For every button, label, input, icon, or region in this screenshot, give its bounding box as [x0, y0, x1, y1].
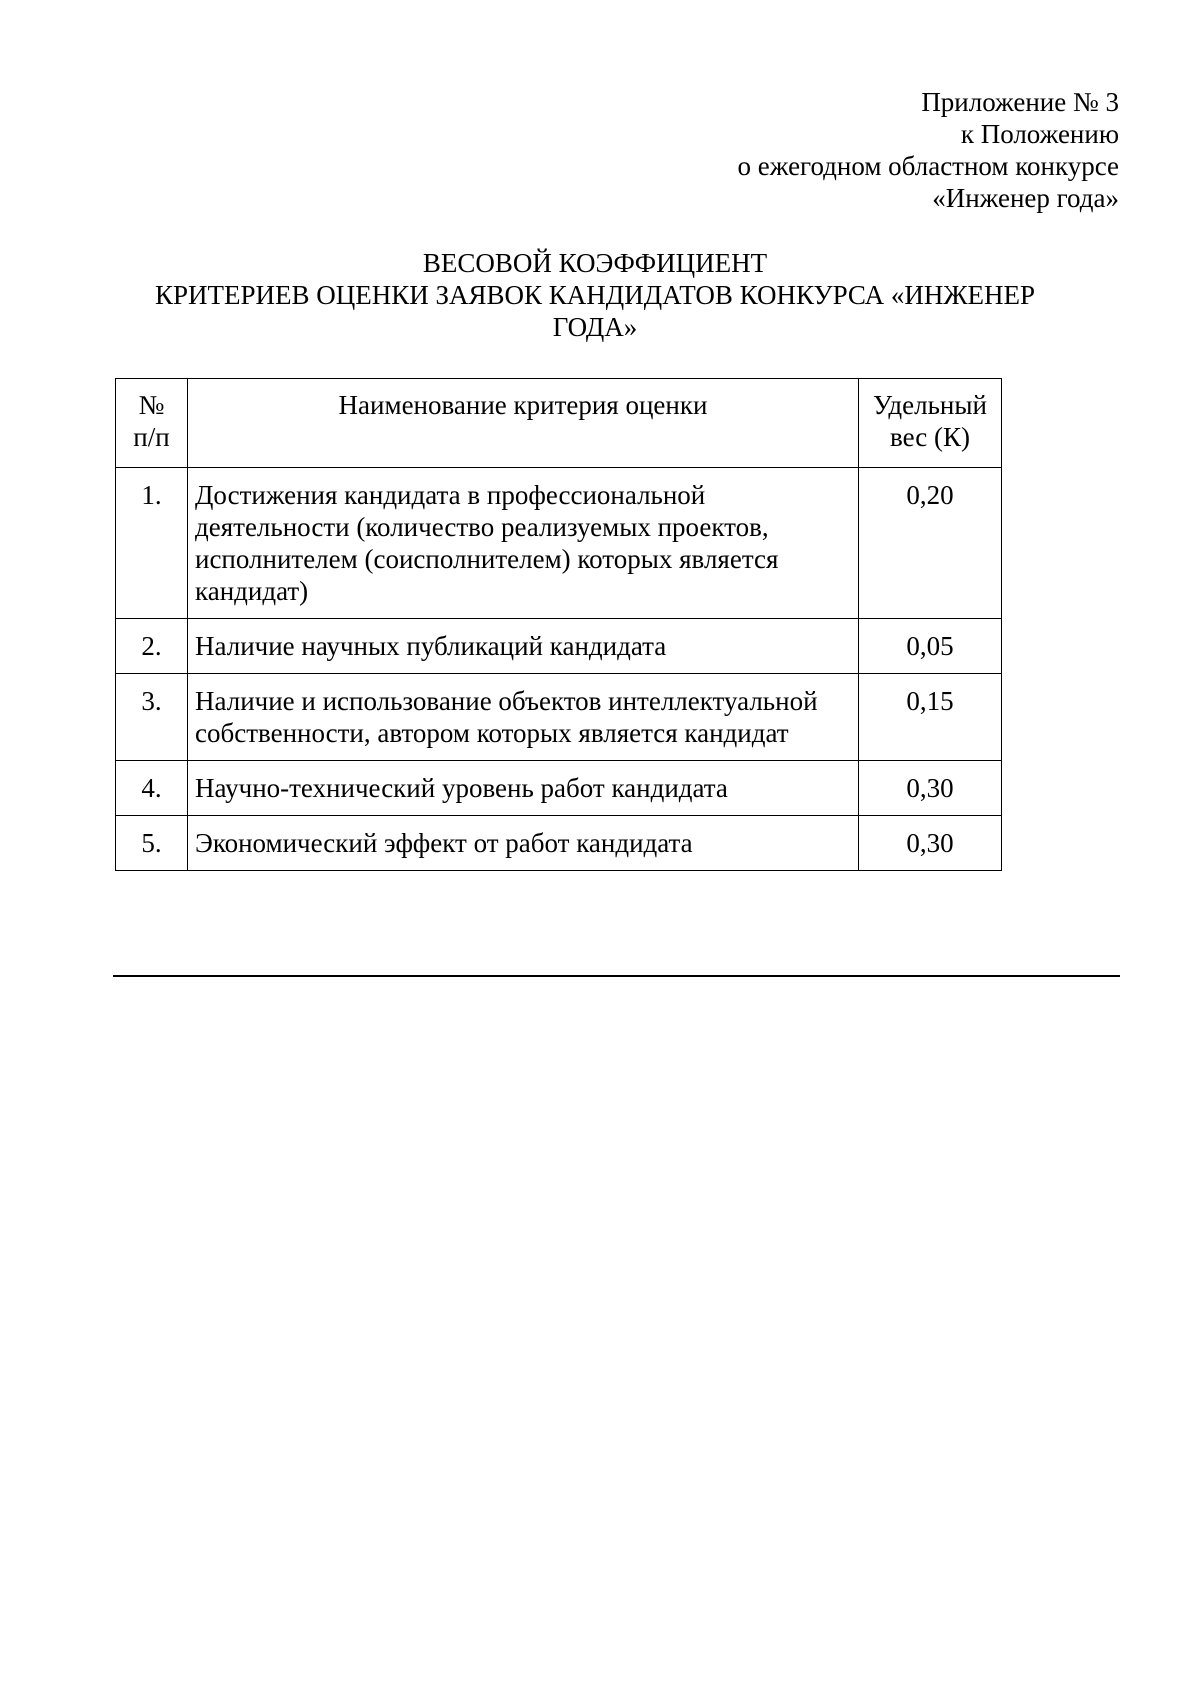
row-number: 1.	[116, 468, 188, 619]
title-line-3: ГОДА»	[552, 312, 638, 342]
header-criterion-name-text: Наименование критерия оценки	[338, 390, 708, 420]
criterion-name: Экономический эффект от работ кандидата	[188, 816, 859, 871]
criterion-name: Достижения кандидата в профессиональной деятельности (количество реализуемых проектов, исполнителем (соисполнителем) которых является кандидат)	[188, 468, 859, 619]
criterion-weight: 0,30	[859, 816, 1002, 871]
criteria-table	[115, 378, 1002, 871]
appendix-line-1: Приложение № 3	[921, 87, 1119, 117]
table-row	[116, 619, 1002, 674]
end-of-document-rule	[113, 975, 1120, 977]
appendix-line-3: о ежегодном областном конкурсе	[737, 151, 1119, 181]
criterion-weight: 0,05	[859, 619, 1002, 674]
criterion-weight: 0,15	[859, 674, 1002, 761]
table-row	[116, 761, 1002, 816]
title-line-1: ВЕСОВОЙ КОЭФФИЦИЕНТ	[422, 248, 768, 278]
criterion-weight: 0,20	[859, 468, 1002, 619]
appendix-line-2: к Положению	[960, 119, 1119, 149]
header-weight-line-1: Удельный	[873, 390, 987, 420]
appendix-reference	[738, 86, 1119, 214]
table-header-row	[116, 379, 1002, 468]
header-weight	[859, 379, 1002, 468]
table-row	[116, 816, 1002, 871]
criterion-name: Научно-технический уровень работ кандидата	[188, 761, 859, 816]
criterion-name: Наличие и использование объектов интеллектуальной собственности, автором которых является кандидат	[188, 674, 859, 761]
header-criterion-name	[188, 379, 859, 468]
criterion-name: Наличие научных публикаций кандидата	[188, 619, 859, 674]
header-number-line-1: №	[138, 390, 165, 420]
table-row	[116, 674, 1002, 761]
row-number: 4.	[116, 761, 188, 816]
table-row	[116, 468, 1002, 619]
row-number: 3.	[116, 674, 188, 761]
appendix-line-4: «Инженер года»	[932, 183, 1119, 213]
criterion-weight: 0,30	[859, 761, 1002, 816]
header-number-line-2: п/п	[133, 422, 170, 452]
document-title	[115, 247, 1075, 343]
title-line-2: КРИТЕРИЕВ ОЦЕНКИ ЗАЯВОК КАНДИДАТОВ КОНКУРСА «ИНЖЕНЕР	[154, 280, 1036, 310]
row-number: 2.	[116, 619, 188, 674]
header-weight-line-2: вес (К)	[890, 422, 970, 452]
row-number: 5.	[116, 816, 188, 871]
header-number	[116, 379, 188, 468]
